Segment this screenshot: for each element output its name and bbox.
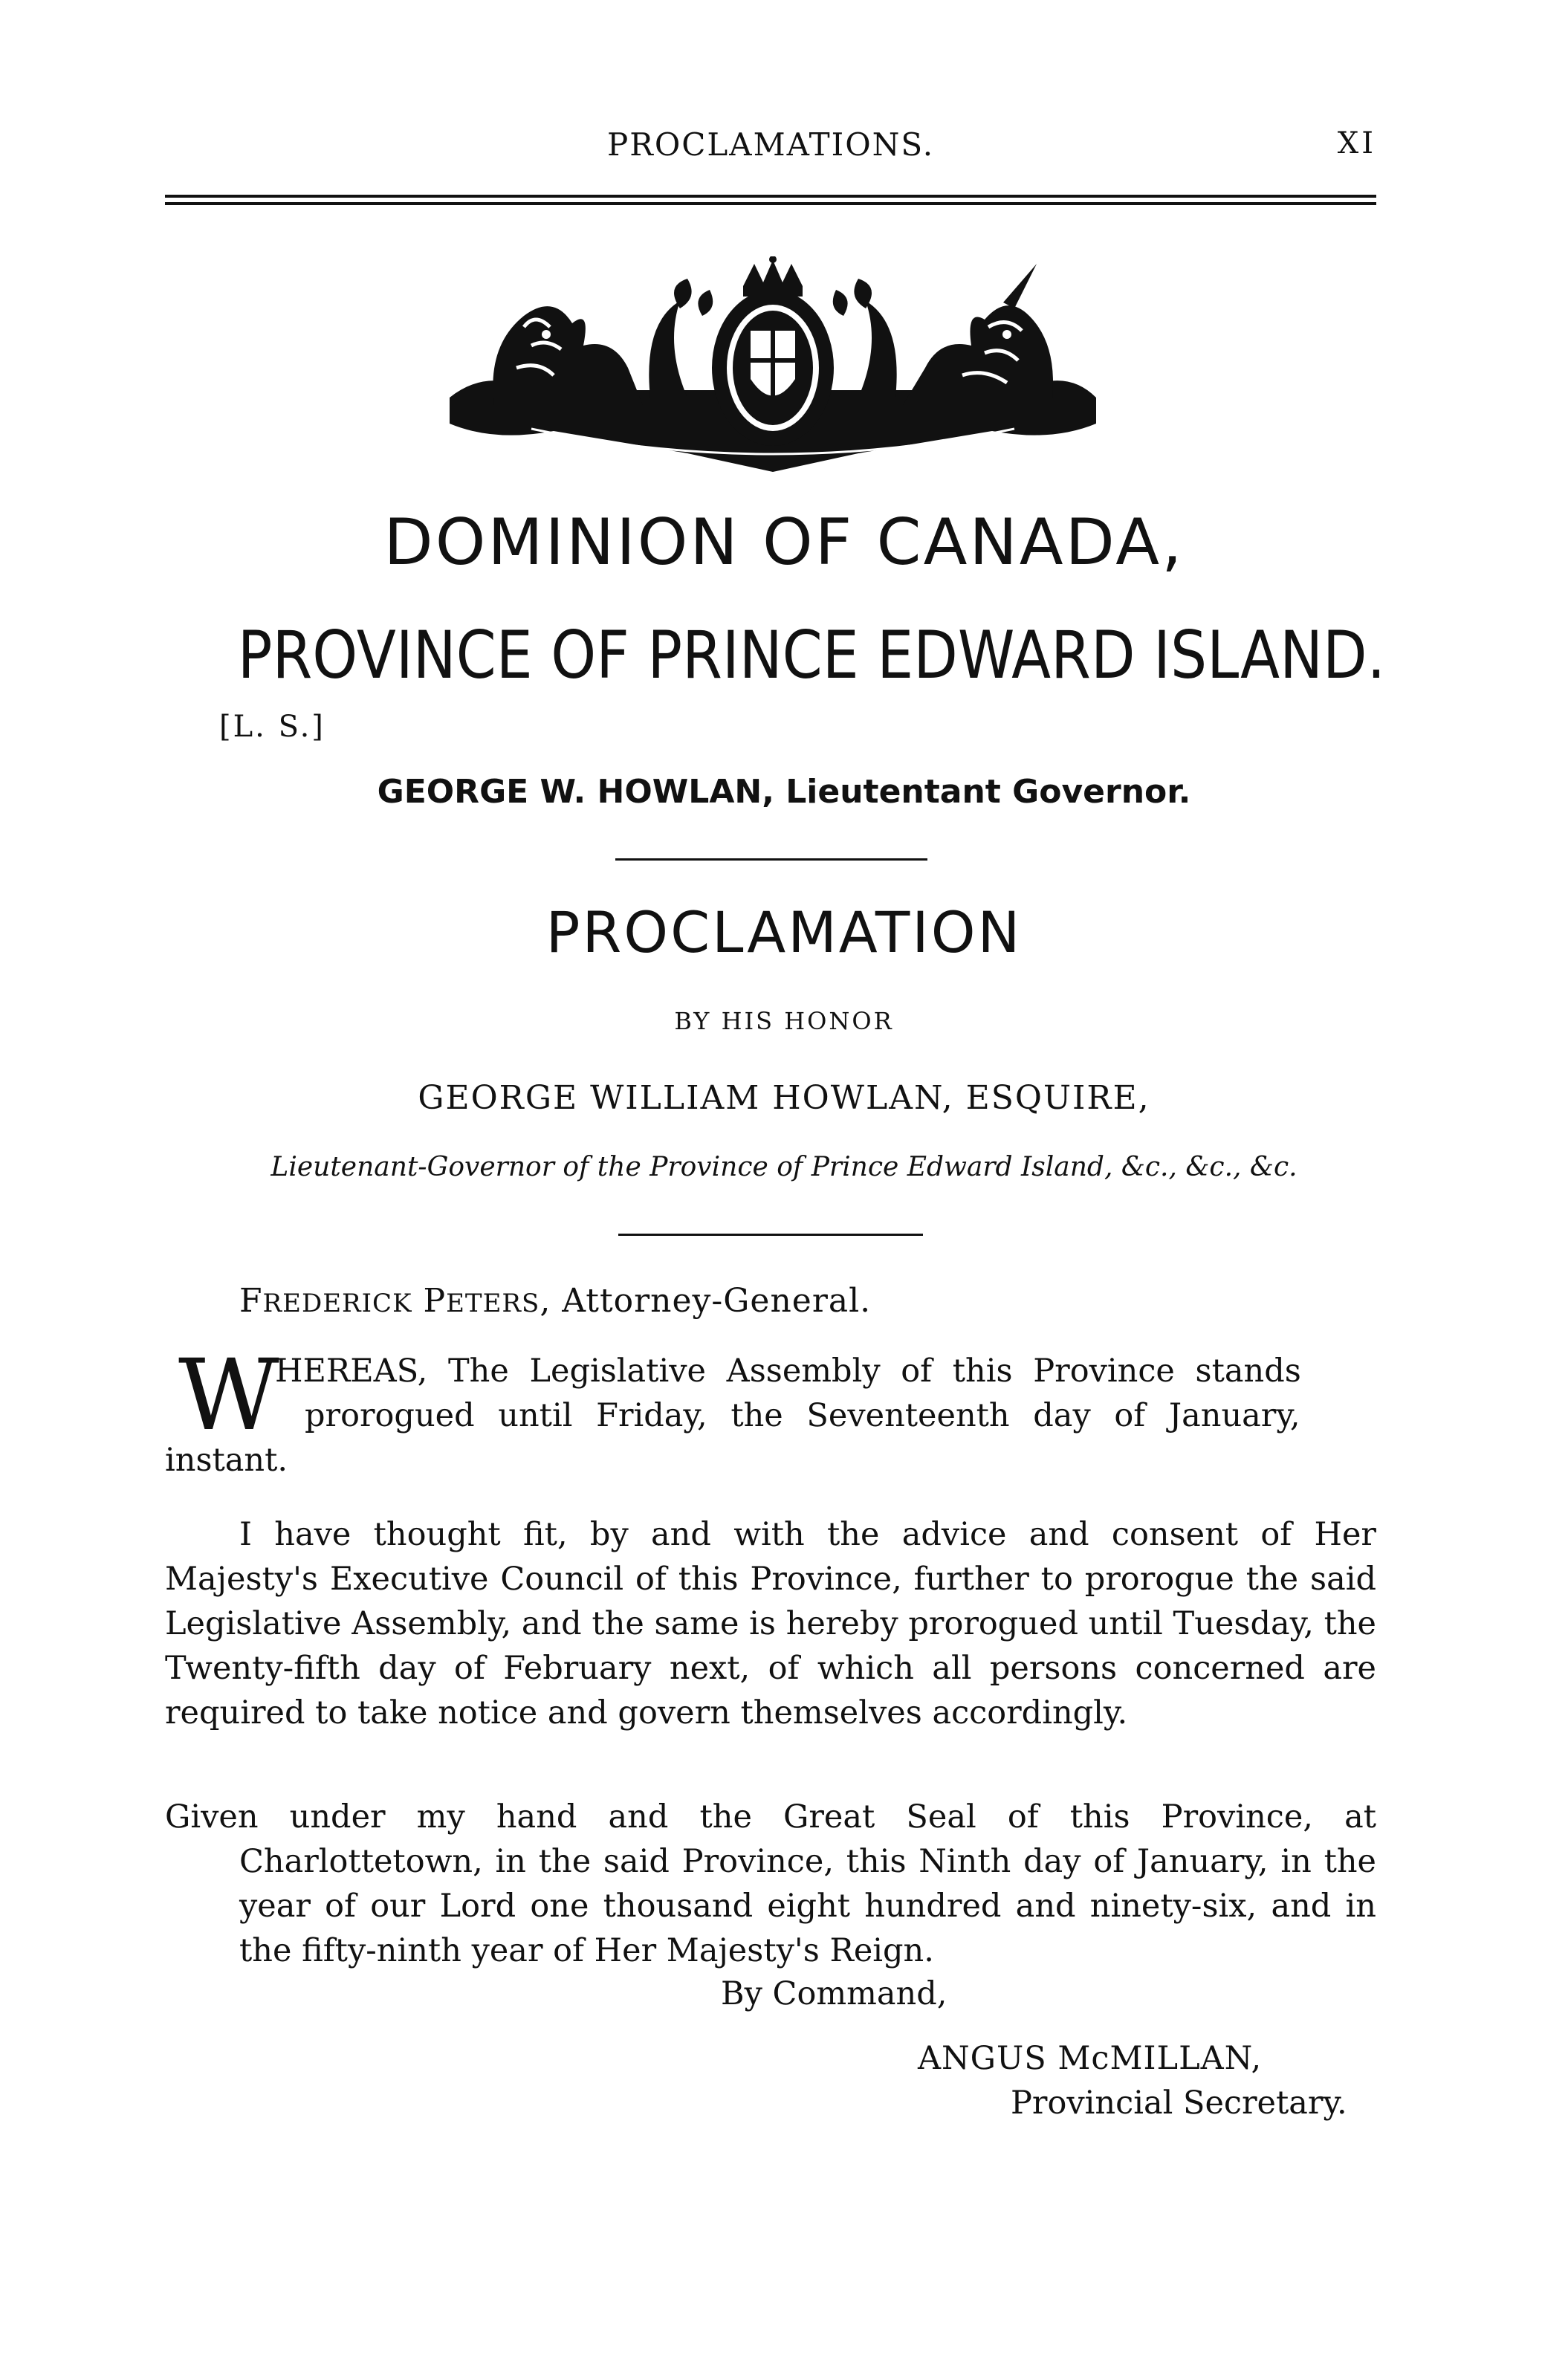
by-command: By Command, — [721, 1975, 947, 2012]
signer-name: ANGUS McMILLAN, — [918, 2040, 1263, 2077]
seal-mark: [L. S.] — [219, 710, 325, 744]
drop-cap: W — [178, 1338, 279, 1453]
governor-line: GEORGE W. HOWLAN, Lieutentant Governor. — [377, 773, 1191, 811]
attorney-role: , Attorney-General. — [540, 1282, 872, 1320]
attorney-last-rest: ETERS — [446, 1289, 540, 1318]
lieutenant-governor-name: GEORGE WILLIAM HOWLAN, ESQUIRE, — [418, 1079, 1150, 1117]
signer-title: Provincial Secretary. — [1011, 2084, 1347, 2122]
given-paragraph: Given under my hand and the Great Seal of this Province, at Charlottetown, in the said Province, this Ninth day of January, in the year of our Lord one thousand eight hundred and ninety-six, and in the fifty-ninth year of Her Majesty's Reign. — [165, 1798, 1376, 1969]
dominion-heading: DOMINION OF CANADA, — [383, 505, 1185, 580]
province-heading: PROVINCE OF PRINCE EDWARD ISLAND. — [237, 617, 1386, 693]
page-number: XI — [1337, 126, 1376, 161]
attorney-first-initial: F — [239, 1282, 263, 1320]
lieutenant-governor-title: Lieutenant-Governor of the Province of Prince Edward Island, &c., &c., &c. — [270, 1152, 1298, 1182]
body-paragraph: I have thought fit, by and with the advice and consent of Her Majesty's Executive Council of this Province, further to prorogue the said Legislative Assembly, and the same is hereby prorogued until Tuesday, the Twenty-fifth day of February next, of which all persons concerned are required to take notice and govern themselves accordingly. — [165, 1516, 1376, 1732]
proclamation-title: PROCLAMATION — [545, 899, 1023, 965]
by-his-honor: BY HIS HONOR — [674, 1007, 894, 1035]
whereas-line-2: prorogued until Friday, the Seventeenth day of January, — [305, 1397, 1300, 1434]
whereas-paragraph — [165, 1338, 1376, 1501]
royal-coat-of-arms-icon — [442, 256, 1104, 479]
whereas-line-1: HEREAS, The Legislative Assembly of this Province stands — [275, 1353, 1301, 1390]
running-head: PROCLAMATIONS. — [606, 126, 935, 163]
page-header — [165, 126, 1376, 171]
attorney-last-initial: P — [423, 1282, 447, 1320]
header-double-rule — [165, 195, 1376, 205]
section-divider — [615, 858, 927, 861]
section-divider — [618, 1234, 923, 1236]
attorney-general-line — [239, 1282, 871, 1320]
attorney-first-rest: REDERICK — [262, 1289, 412, 1318]
whereas-line-3: instant. — [165, 1442, 288, 1479]
